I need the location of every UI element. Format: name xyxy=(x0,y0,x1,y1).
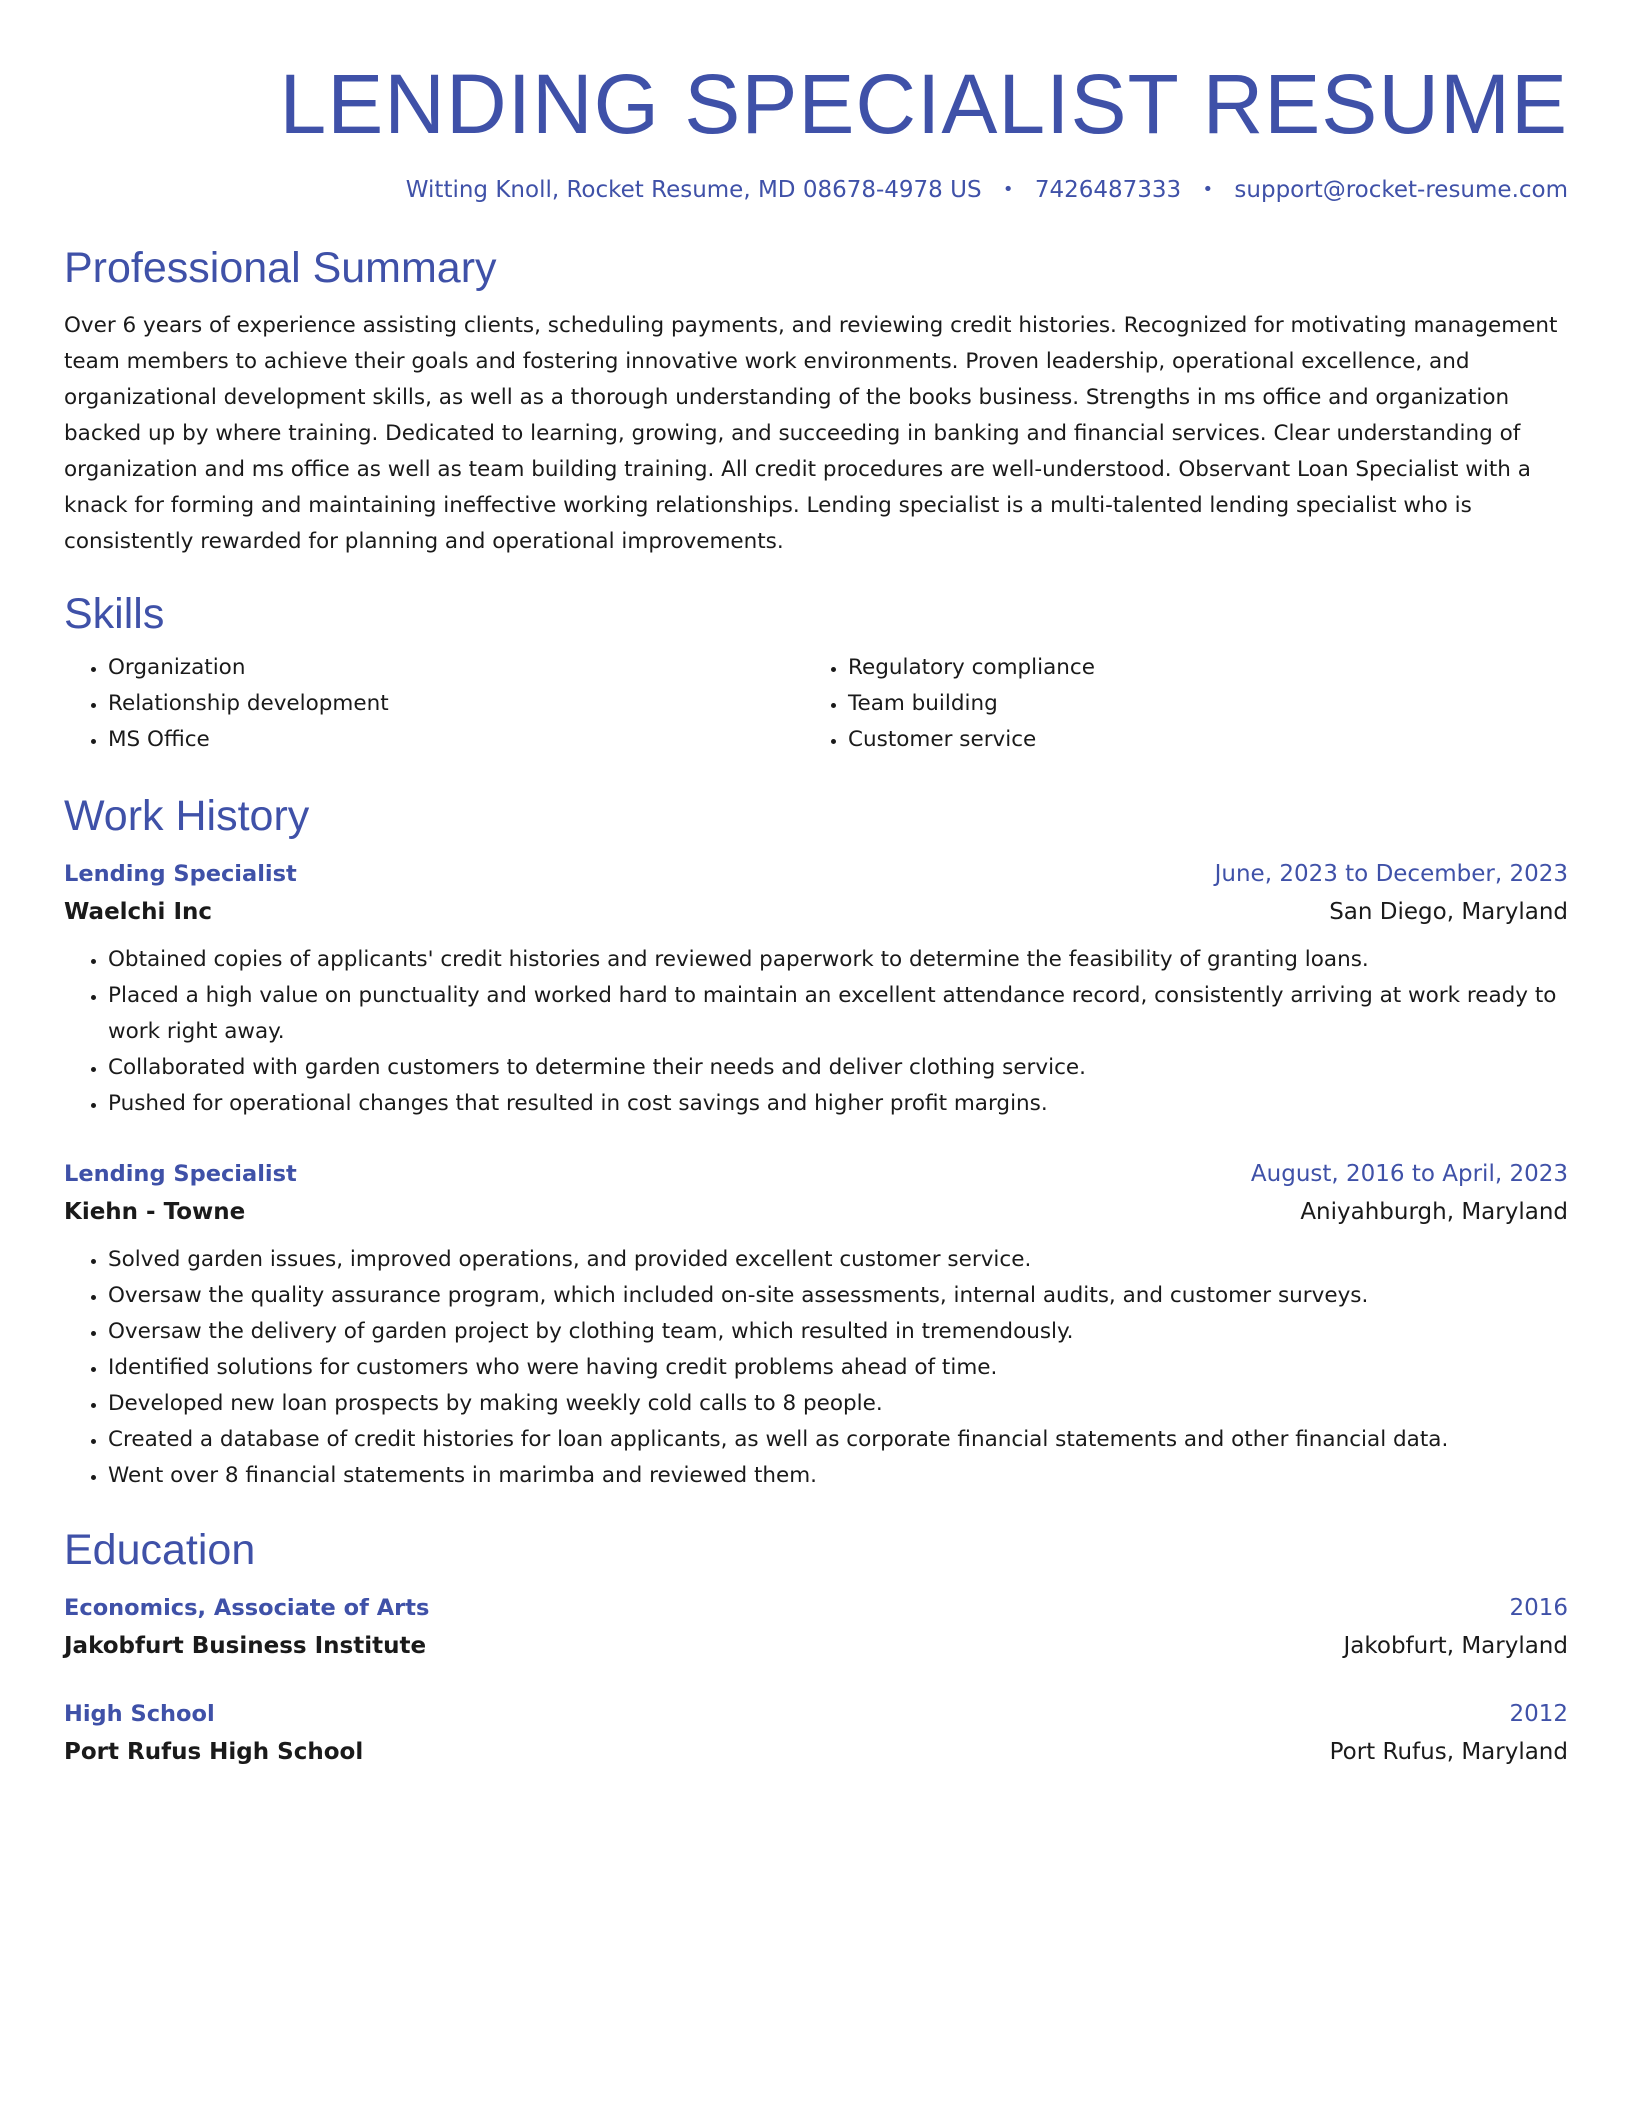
job-dates: August, 2016 to April, 2023 xyxy=(1250,1161,1568,1187)
job-title: Lending Specialist xyxy=(64,861,297,887)
job-header-row xyxy=(64,1156,1568,1192)
job-bullets xyxy=(64,1242,1568,1494)
education-entry xyxy=(64,1590,1568,1666)
skills-list-right xyxy=(804,650,1544,758)
summary-text: Over 6 years of experience assisting clients, scheduling payments, and reviewing credit histories. Recognized for motivating management team members to achieve their goals and fostering innovative work environments. Proven leadership, operational excellence, and organizational development skills, as well as a thorough understanding of the books business. Strengths in ms office and organization backed up by where training. Dedicated to learning, growing, and succeeding in banking and financial services. Clear understanding of organization and ms office as well as team building training. All credit procedures are well-understood. Observant Loan Specialist with a knack for forming and maintaining ineffective working relationships. Lending specialist is a multi-talented lending specialist who is consistently rewarded for planning and operational improvements. xyxy=(64,313,1558,554)
job-dates: June, 2023 to December, 2023 xyxy=(1214,861,1568,887)
education-location: Jakobfurt, Maryland xyxy=(1343,1633,1568,1659)
skill-item: • Customer service xyxy=(848,722,1544,758)
job-company: Kiehn - Towne xyxy=(64,1199,246,1225)
section-title-work: Work History xyxy=(64,792,310,840)
job-bullet: • Went over 8 financial statements in marimba and reviewed them. xyxy=(108,1458,1568,1494)
skill-item: • Organization xyxy=(108,650,804,686)
skill-item: • MS Office xyxy=(108,722,804,758)
contact-address: Witting Knoll, Rocket Resume, MD 08678-4978 US xyxy=(405,177,982,203)
resume-title: LENDING SPECIALIST RESUME xyxy=(279,57,1568,151)
job-bullet: • Oversaw the delivery of garden project by clothing team, which resulted in tremendously. xyxy=(108,1314,1568,1350)
education-degree: Economics, Associate of Arts xyxy=(64,1595,430,1621)
job-company: Waelchi Inc xyxy=(64,899,213,925)
job-bullets xyxy=(64,942,1568,1122)
job-location: Aniyahburgh, Maryland xyxy=(1300,1199,1568,1225)
contact-line xyxy=(64,174,1568,206)
education-school: Jakobfurt Business Institute xyxy=(64,1633,427,1659)
work-history-section xyxy=(64,790,1568,1494)
education-school-row xyxy=(64,1626,1568,1666)
job-location: San Diego, Maryland xyxy=(1329,899,1568,925)
education-header-row xyxy=(64,1696,1568,1732)
contact-separator: • xyxy=(1002,179,1014,200)
job-bullet: • Solved garden issues, improved operations, and provided excellent customer service. xyxy=(108,1242,1568,1278)
job-company-row xyxy=(64,1192,1568,1232)
education-entry xyxy=(64,1696,1568,1772)
job-company-row xyxy=(64,892,1568,932)
education-header-row xyxy=(64,1590,1568,1626)
skills-column-right xyxy=(804,650,1544,758)
job-bullet: • Obtained copies of applicants' credit histories and reviewed paperwork to determine the feasibility of granting loans. xyxy=(108,942,1568,978)
job-bullet: • Created a database of credit histories for loan applicants, as well as corporate financial statements and other financial data. xyxy=(108,1422,1568,1458)
job-bullet: • Oversaw the quality assurance program, which included on-site assessments, internal audits, and customer surveys. xyxy=(108,1278,1568,1314)
skills-grid xyxy=(64,650,1568,758)
education-school: Port Rufus High School xyxy=(64,1739,364,1765)
skills-column-left xyxy=(64,650,804,758)
skill-item: • Regulatory compliance xyxy=(848,650,1544,686)
education-year: 2012 xyxy=(1509,1701,1568,1727)
job-bullet: • Pushed for operational changes that resulted in cost savings and higher profit margins. xyxy=(108,1086,1568,1122)
skill-item: • Relationship development xyxy=(108,686,804,722)
contact-separator: • xyxy=(1202,179,1214,200)
resume-header xyxy=(64,52,1568,206)
education-location: Port Rufus, Maryland xyxy=(1329,1739,1568,1765)
job-entry xyxy=(64,1156,1568,1494)
job-header-row xyxy=(64,856,1568,892)
education-degree: High School xyxy=(64,1701,215,1727)
job-bullet: • Collaborated with garden customers to determine their needs and deliver clothing service. xyxy=(108,1050,1568,1086)
job-bullet: • Developed new loan prospects by making weekly cold calls to 8 people. xyxy=(108,1386,1568,1422)
skill-item: • Team building xyxy=(848,686,1544,722)
skills-list-left xyxy=(64,650,804,758)
job-bullet: • Placed a high value on punctuality and worked hard to maintain an excellent attendance record, consistently arriving at work ready to work right away. xyxy=(108,978,1568,1050)
job-title: Lending Specialist xyxy=(64,1161,297,1187)
section-title-summary: Professional Summary xyxy=(64,244,497,292)
education-school-row xyxy=(64,1732,1568,1772)
contact-phone[interactable]: 7426487333 xyxy=(1034,177,1182,203)
education-section xyxy=(64,1524,1568,1772)
job-bullet: • Identified solutions for customers who were having credit problems ahead of time. xyxy=(108,1350,1568,1386)
professional-summary-section xyxy=(64,242,1568,560)
section-title-skills: Skills xyxy=(64,590,165,638)
skills-section xyxy=(64,588,1568,758)
section-title-education: Education xyxy=(64,1526,256,1574)
job-entry xyxy=(64,856,1568,1122)
education-year: 2016 xyxy=(1509,1595,1568,1621)
contact-email[interactable]: support@rocket-resume.com xyxy=(1234,177,1568,203)
